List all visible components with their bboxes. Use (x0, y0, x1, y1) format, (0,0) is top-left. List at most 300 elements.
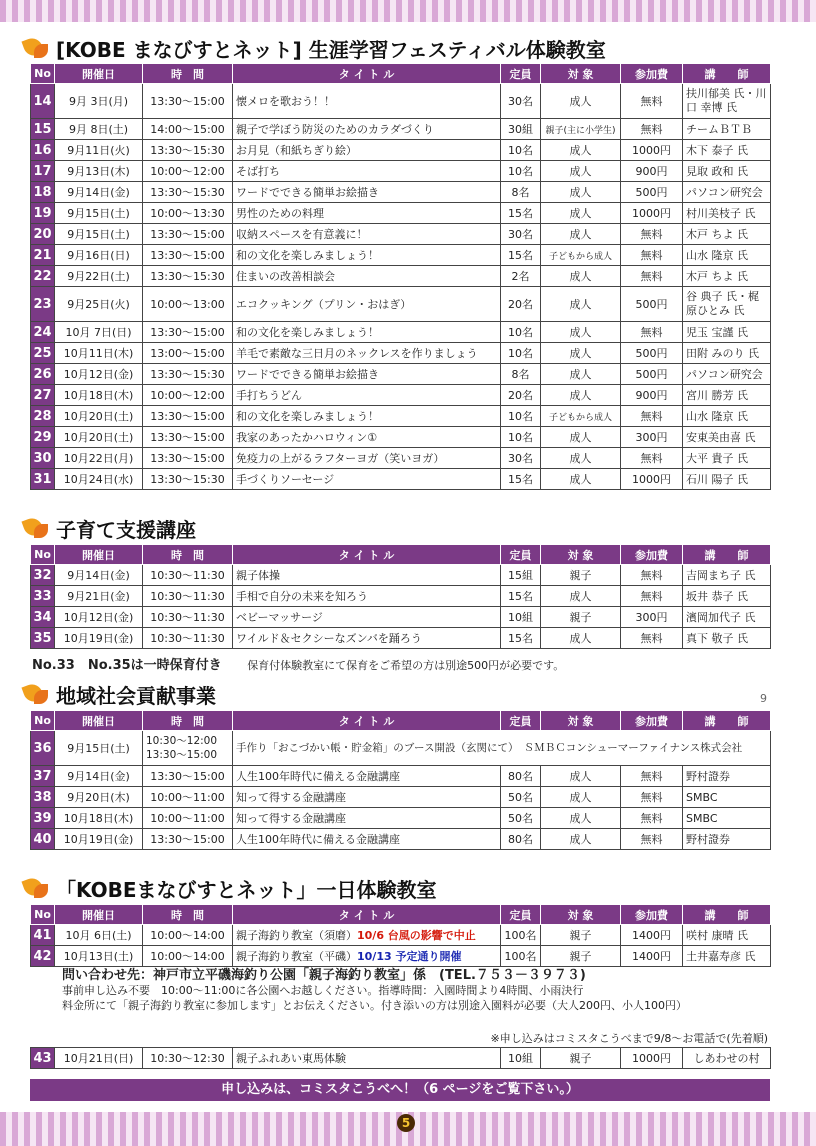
row-fee: 1000円 (621, 203, 683, 224)
row-no: 23 (31, 287, 55, 322)
row-date: 10月 6日(土) (55, 925, 143, 946)
row-target: 親子 (541, 565, 621, 586)
table-row (31, 469, 771, 490)
row-time: 10:00～12:00 (143, 385, 233, 406)
row-no: 40 (31, 829, 55, 850)
row-date: 10月13日(土) (55, 946, 143, 967)
table-header-row (31, 711, 771, 731)
row-target: 成人 (541, 287, 621, 322)
row-instructor: 野村證券 (683, 766, 771, 787)
table-row (31, 925, 771, 946)
row-no: 37 (31, 766, 55, 787)
row-title: 和の文化を楽しみましょう！ (233, 406, 501, 427)
section-3-title (22, 680, 216, 708)
row-no: 30 (31, 448, 55, 469)
table-row (31, 84, 771, 119)
row-date: 9月14日(金) (55, 565, 143, 586)
row-time: 10:30～11:30 (143, 586, 233, 607)
row-capacity: 30組 (501, 119, 541, 140)
header-time: 時 間 (143, 905, 233, 925)
row-target: 親子 (541, 1048, 621, 1069)
row-date: 9月11日(火) (55, 140, 143, 161)
cancel-status: 10/6 台風の影響で中止 (357, 929, 476, 942)
table-row (31, 364, 771, 385)
row-target: 成人 (541, 224, 621, 245)
row-fee: 無料 (621, 829, 683, 850)
row-time: 10:00～11:00 (143, 787, 233, 808)
row-instructor: 木戸 ちよ 氏 (683, 266, 771, 287)
row-fee: 1000円 (621, 140, 683, 161)
row-target: 親子 (541, 925, 621, 946)
row-date: 10月21日(日) (55, 1048, 143, 1069)
row-date: 9月15日(土) (55, 203, 143, 224)
header-date: 開催日 (55, 905, 143, 925)
row-target: 親子 (541, 946, 621, 967)
table-row (31, 322, 771, 343)
row-fee: 無料 (621, 84, 683, 119)
row-target: 成人 (541, 628, 621, 649)
autumn-leaf-icon (22, 34, 52, 62)
row-fee: 500円 (621, 287, 683, 322)
row-no: 43 (31, 1048, 55, 1069)
table-row (31, 1048, 771, 1069)
row-instructor: SMBC (683, 787, 771, 808)
section-1-title-text: [KOBE まなびすとネット] 生涯学習フェスティバル体験教室 (56, 37, 606, 62)
row-no: 28 (31, 406, 55, 427)
row-capacity: 10組 (501, 607, 541, 628)
row-capacity: 2名 (501, 266, 541, 287)
row-time: 10:00～13:30 (143, 203, 233, 224)
row-instructor: 木下 泰子 氏 (683, 140, 771, 161)
childcare-note-text: 保育付体験教室にて保育をご希望の方は別途500円が必要です。 (247, 659, 565, 672)
row-fee: 無料 (621, 224, 683, 245)
row-no: 29 (31, 427, 55, 448)
row-capacity: 100名 (501, 946, 541, 967)
row-capacity: 10名 (501, 406, 541, 427)
row-target: 成人 (541, 364, 621, 385)
row-no: 33 (31, 586, 55, 607)
row-fee: 無料 (621, 808, 683, 829)
row-fee: 500円 (621, 343, 683, 364)
top-stripe-border (0, 0, 816, 22)
header-title: タ イ ト ル (233, 64, 501, 84)
row-fee: 300円 (621, 427, 683, 448)
row-target: 成人 (541, 203, 621, 224)
row-date: 10月18日(木) (55, 385, 143, 406)
row-fee: 1000円 (621, 1048, 683, 1069)
row-time: 13:30～15:00 (143, 766, 233, 787)
row-no: 22 (31, 266, 55, 287)
row-title: 手作り「おこづかい帳・貯金箱」のブース開設（玄関にて） ＳＭＢＣコンシューマーファイナンス株式会社 (233, 731, 771, 766)
table-row (31, 628, 771, 649)
header-target: 対 象 (541, 711, 621, 731)
row-title: 知って得する金融講座 (233, 787, 501, 808)
row-capacity: 80名 (501, 766, 541, 787)
table-row (31, 140, 771, 161)
table-row (31, 808, 771, 829)
row-instructor: 山水 隆京 氏 (683, 245, 771, 266)
section-1-title (22, 34, 606, 62)
row-date: 9月 8日(土) (55, 119, 143, 140)
row-no: 21 (31, 245, 55, 266)
row-fee: 無料 (621, 787, 683, 808)
row-date: 9月14日(金) (55, 766, 143, 787)
row-fee: 500円 (621, 182, 683, 203)
row-fee: 無料 (621, 119, 683, 140)
row-title: 和の文化を楽しみましょう！ (233, 245, 501, 266)
row-target: 子どもから成人 (541, 406, 621, 427)
row-target: 成人 (541, 343, 621, 364)
row-date: 9月14日(金) (55, 182, 143, 203)
header-no: No (31, 711, 55, 731)
table-row (31, 182, 771, 203)
row-fee: 無料 (621, 245, 683, 266)
row-date: 9月15日(土) (55, 224, 143, 245)
row-time: 13:30～15:00 (143, 448, 233, 469)
row-date: 10月19日(金) (55, 829, 143, 850)
row-title (233, 946, 501, 967)
row-instructor: 田附 みのり 氏 (683, 343, 771, 364)
row-capacity: 15名 (501, 203, 541, 224)
row-title: そば打ち (233, 161, 501, 182)
row-fee: 500円 (621, 364, 683, 385)
table-row (31, 287, 771, 322)
table-row (31, 266, 771, 287)
header-title: タ イ ト ル (233, 545, 501, 565)
row-fee: 無料 (621, 266, 683, 287)
header-target: 対 象 (541, 905, 621, 925)
row-date: 10月18日(木) (55, 808, 143, 829)
row-target: 成人 (541, 266, 621, 287)
row-title: 羊毛で素敵な三日月のネックレスを作りましょう (233, 343, 501, 364)
row-target: 成人 (541, 427, 621, 448)
header-fee: 参加費 (621, 905, 683, 925)
row-target: 親子(主に小学生) (541, 119, 621, 140)
row-time: 13:30～15:30 (143, 182, 233, 203)
row-date: 10月22日(月) (55, 448, 143, 469)
table-row (31, 161, 771, 182)
row-no: 42 (31, 946, 55, 967)
row-date: 10月20日(土) (55, 406, 143, 427)
row-fee: 1400円 (621, 946, 683, 967)
table-row (31, 224, 771, 245)
header-instructor: 講 師 (683, 711, 771, 731)
row-no: 35 (31, 628, 55, 649)
row-title: 我家のあったかハロウィン① (233, 427, 501, 448)
row-target: 成人 (541, 586, 621, 607)
row-no: 20 (31, 224, 55, 245)
header-no: No (31, 545, 55, 565)
row-time: 13:30～15:00 (143, 829, 233, 850)
section-1-table (30, 63, 771, 490)
row-title: 手相で自分の未来を知ろう (233, 586, 501, 607)
row-capacity: 15組 (501, 565, 541, 586)
table-row (31, 829, 771, 850)
row-time: 10:00～14:00 (143, 925, 233, 946)
row-date: 10月 7日(日) (55, 322, 143, 343)
row-instructor: 村川美枝子 氏 (683, 203, 771, 224)
row-time-1: 10:30～12:00 (146, 735, 218, 747)
row-time (143, 731, 233, 766)
row-fee: 300円 (621, 607, 683, 628)
row-43-table (30, 1047, 771, 1069)
childcare-note (32, 654, 564, 673)
row-instructor: 石川 陽子 氏 (683, 469, 771, 490)
row-capacity: 10名 (501, 140, 541, 161)
row-time: 10:00～12:00 (143, 161, 233, 182)
row-instructor: 山水 隆京 氏 (683, 406, 771, 427)
row-instructor: SMBC (683, 808, 771, 829)
header-fee: 参加費 (621, 711, 683, 731)
row-fee: 無料 (621, 406, 683, 427)
row-fee: 無料 (621, 448, 683, 469)
row-date: 9月22日(土) (55, 266, 143, 287)
row-no: 17 (31, 161, 55, 182)
row-instructor: 咲村 康晴 氏 (683, 925, 771, 946)
row-capacity: 10名 (501, 322, 541, 343)
header-instructor: 講 師 (683, 905, 771, 925)
row-fee: 900円 (621, 161, 683, 182)
row-capacity: 10名 (501, 161, 541, 182)
apply-note: ※申し込みはコミスタこうべまで9/8～お電話で(先着順) (490, 1032, 768, 1045)
row-time: 13:30～15:30 (143, 140, 233, 161)
row-target: 成人 (541, 385, 621, 406)
row-target: 成人 (541, 469, 621, 490)
table-row (31, 946, 771, 967)
header-fee: 参加費 (621, 545, 683, 565)
row-instructor: 木戸 ちよ 氏 (683, 224, 771, 245)
row-capacity: 15名 (501, 245, 541, 266)
section-3-title-text: 地域社会貢献事業 (56, 683, 216, 708)
table-row (31, 731, 771, 766)
header-instructor: 講 師 (683, 545, 771, 565)
inquiry-contact: 問い合わせ先：神戸市立平磯海釣り公園「親子海釣り教室」係 (TEL.７５３－３９７３) (62, 968, 586, 983)
row-target: 成人 (541, 448, 621, 469)
row-fee: 900円 (621, 385, 683, 406)
header-instructor: 講 師 (683, 64, 771, 84)
autumn-leaf-icon (22, 514, 52, 542)
section-4-table (30, 904, 771, 967)
row-no: 32 (31, 565, 55, 586)
row-target: 成人 (541, 140, 621, 161)
header-no: No (31, 905, 55, 925)
row-title: 手打ちうどん (233, 385, 501, 406)
row-capacity: 15名 (501, 628, 541, 649)
row-title: 住まいの改善相談会 (233, 266, 501, 287)
section-4-title-text: 「KOBEまなびすとネット」一日体験教室 (56, 877, 437, 902)
row-instructor: 安東美由喜 氏 (683, 427, 771, 448)
table-header-row (31, 64, 771, 84)
row-no: 19 (31, 203, 55, 224)
held-status: 10/13 予定通り開催 (357, 950, 462, 963)
row-title: エコクッキング（プリン・おはぎ） (233, 287, 501, 322)
row-capacity: 10名 (501, 343, 541, 364)
row-time: 10:00～13:00 (143, 287, 233, 322)
row-no: 14 (31, 84, 55, 119)
row-capacity: 100名 (501, 925, 541, 946)
row-fee: 無料 (621, 586, 683, 607)
row-instructor: 真下 敬子 氏 (683, 628, 771, 649)
row-time: 13:30～15:00 (143, 406, 233, 427)
table-header-row (31, 545, 771, 565)
row-instructor: 土井嘉寿彦 氏 (683, 946, 771, 967)
row-target: 子どもから成人 (541, 245, 621, 266)
header-target: 対 象 (541, 64, 621, 84)
row-instructor: パソコン研究会 (683, 182, 771, 203)
row-date: 10月20日(土) (55, 427, 143, 448)
row-target: 成人 (541, 787, 621, 808)
row-no: 26 (31, 364, 55, 385)
row-time: 13:30～15:30 (143, 266, 233, 287)
row-instructor: チームＢＴＢ (683, 119, 771, 140)
row-date: 9月25日(火) (55, 287, 143, 322)
row-date: 10月24日(水) (55, 469, 143, 490)
row-capacity: 15名 (501, 469, 541, 490)
row-title (233, 925, 501, 946)
header-time: 時 間 (143, 64, 233, 84)
row-time: 10:30～11:30 (143, 565, 233, 586)
header-title: タ イ ト ル (233, 905, 501, 925)
row-title: ワードでできる簡単お絵描き (233, 182, 501, 203)
row-title: 人生100年時代に備える金融講座 (233, 766, 501, 787)
row-time: 13:30～15:00 (143, 427, 233, 448)
row-title-text: 親子海釣り教室（平磯） (236, 950, 357, 963)
section-2-title (22, 514, 196, 542)
header-target: 対 象 (541, 545, 621, 565)
row-title: 懐メロを歌おう！！ (233, 84, 501, 119)
row-title: 免疫力の上がるラフターヨガ（笑いヨガ） (233, 448, 501, 469)
section-3-table (30, 710, 771, 850)
row-title: 知って得する金融講座 (233, 808, 501, 829)
childcare-note-bold: No.33 No.35は一時保育付き (32, 658, 222, 673)
row-time: 10:00～11:00 (143, 808, 233, 829)
header-capacity: 定員 (501, 64, 541, 84)
row-fee: 1400円 (621, 925, 683, 946)
header-capacity: 定員 (501, 905, 541, 925)
row-instructor: 濱岡加代子 氏 (683, 607, 771, 628)
row-target: 成人 (541, 182, 621, 203)
row-title: ワイルド＆セクシーなズンバを踊ろう (233, 628, 501, 649)
row-title: 人生100年時代に備える金融講座 (233, 829, 501, 850)
row-target: 成人 (541, 84, 621, 119)
row-date: 9月 3日(月) (55, 84, 143, 119)
row-date: 10月19日(金) (55, 628, 143, 649)
row-target: 親子 (541, 607, 621, 628)
row-time: 13:30～15:00 (143, 245, 233, 266)
row-instructor: 大平 貴子 氏 (683, 448, 771, 469)
row-time: 13:30～15:00 (143, 224, 233, 245)
row-title: 和の文化を楽しみましょう！ (233, 322, 501, 343)
row-capacity: 30名 (501, 448, 541, 469)
row-fee: 無料 (621, 628, 683, 649)
row-time: 13:30～15:00 (143, 322, 233, 343)
row-fee: 無料 (621, 766, 683, 787)
row-fee: 無料 (621, 565, 683, 586)
header-time: 時 間 (143, 545, 233, 565)
row-date: 9月13日(木) (55, 161, 143, 182)
header-no: No (31, 64, 55, 84)
row-title: お月見（和紙ちぎり絵） (233, 140, 501, 161)
table-row (31, 448, 771, 469)
table-row (31, 343, 771, 364)
row-instructor: 吉岡まち子 氏 (683, 565, 771, 586)
row-no: 31 (31, 469, 55, 490)
row-date: 10月11日(木) (55, 343, 143, 364)
row-title: ワードでできる簡単お絵描き (233, 364, 501, 385)
corner-mark: 9 (760, 692, 767, 705)
section-2-title-text: 子育て支援講座 (56, 517, 196, 542)
row-no: 36 (31, 731, 55, 766)
row-no: 24 (31, 322, 55, 343)
row-instructor: 児玉 宝謹 氏 (683, 322, 771, 343)
row-no: 16 (31, 140, 55, 161)
row-capacity: 20名 (501, 385, 541, 406)
header-time: 時 間 (143, 711, 233, 731)
row-title: 親子で学ぼう防災のためのカラダづくり (233, 119, 501, 140)
row-instructor: 見取 政和 氏 (683, 161, 771, 182)
row-time: 13:30～15:30 (143, 469, 233, 490)
section-2-table (30, 544, 771, 649)
table-row (31, 787, 771, 808)
row-target: 成人 (541, 829, 621, 850)
row-title-text: 親子海釣り教室（須磨） (236, 929, 357, 942)
row-capacity: 8名 (501, 364, 541, 385)
table-row (31, 565, 771, 586)
row-target: 成人 (541, 766, 621, 787)
row-time: 13:30～15:30 (143, 364, 233, 385)
row-no: 18 (31, 182, 55, 203)
row-target: 成人 (541, 161, 621, 182)
row-no: 41 (31, 925, 55, 946)
table-row (31, 427, 771, 448)
row-no: 39 (31, 808, 55, 829)
row-time: 10:30～11:30 (143, 607, 233, 628)
row-fee: 無料 (621, 322, 683, 343)
section-4-title (22, 874, 437, 902)
row-instructor: パソコン研究会 (683, 364, 771, 385)
row-instructor: 坂井 恭子 氏 (683, 586, 771, 607)
row-title: 親子ふれあい東馬体験 (233, 1048, 501, 1069)
row-date: 9月15日(土) (55, 731, 143, 766)
row-fee: 1000円 (621, 469, 683, 490)
row-capacity: 50名 (501, 787, 541, 808)
row-instructor: しあわせの村 (683, 1048, 771, 1069)
row-instructor: 宮川 勝芳 氏 (683, 385, 771, 406)
row-date: 9月16日(日) (55, 245, 143, 266)
row-capacity: 30名 (501, 84, 541, 119)
apply-banner: 申し込みは、コミスタこうべへ！（6 ページをご覧下さい。） (30, 1079, 770, 1101)
inquiry-block (62, 968, 687, 1013)
row-date: 9月20日(木) (55, 787, 143, 808)
header-capacity: 定員 (501, 545, 541, 565)
row-time: 13:30～15:00 (143, 84, 233, 119)
row-instructor: 谷 典子 氏・梶原ひとみ 氏 (683, 287, 771, 322)
row-time: 13:00～15:00 (143, 343, 233, 364)
row-instructor: 扶川郁美 氏・川口 幸博 氏 (683, 84, 771, 119)
row-no: 38 (31, 787, 55, 808)
row-title: 親子体操 (233, 565, 501, 586)
row-target: 成人 (541, 322, 621, 343)
row-capacity: 10名 (501, 427, 541, 448)
header-date: 開催日 (55, 545, 143, 565)
row-time: 10:30～11:30 (143, 628, 233, 649)
row-instructor: 野村證券 (683, 829, 771, 850)
table-row (31, 385, 771, 406)
row-time: 10:30～12:30 (143, 1048, 233, 1069)
table-row (31, 766, 771, 787)
table-row (31, 119, 771, 140)
header-date: 開催日 (55, 711, 143, 731)
